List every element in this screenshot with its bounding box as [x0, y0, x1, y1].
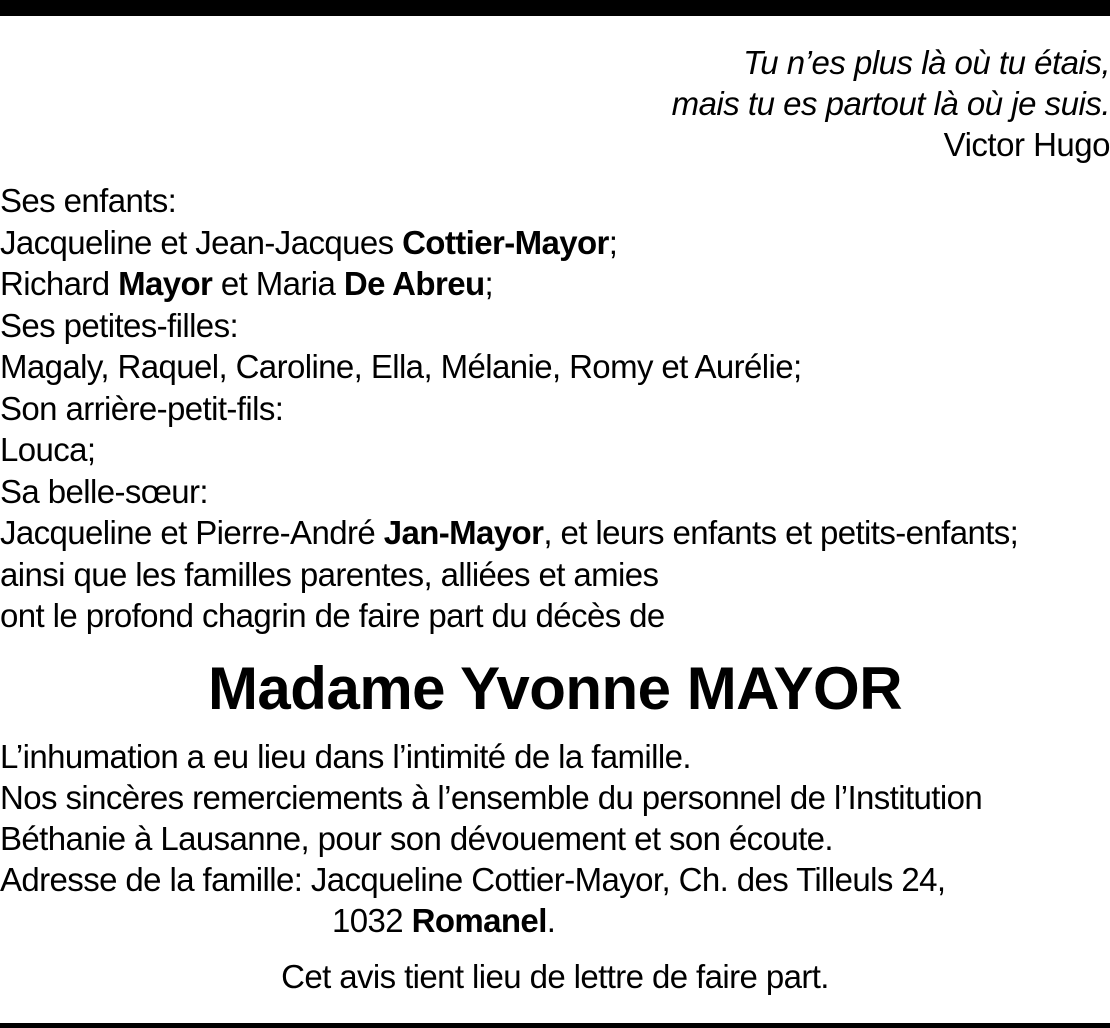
notice-footer — [0, 736, 1110, 941]
burial-line: L’inhumation a eu lieu dans l’intimité de la famille. — [0, 738, 691, 775]
granddaughters-heading: Ses petites-filles: — [0, 306, 239, 344]
children-heading: Ses enfants: — [0, 182, 177, 219]
child2-end: ; — [484, 265, 494, 302]
sisterinlaw-heading: Sa belle-sœur: — [0, 472, 209, 510]
relatives-line: ainsi que les familles parentes, alliées et amies — [0, 555, 659, 593]
child1-surname: Cottier-Mayor — [402, 223, 609, 261]
quote-line-2: mais tu es partout là où je suis. — [671, 85, 1110, 122]
child1-first-names: Jacqueline et Jean-Jacques — [0, 223, 403, 261]
quote-line-1: Tu n’es plus là où tu étais, — [743, 44, 1110, 81]
top-rule — [0, 0, 1110, 16]
child2-partner-surname: De Abreu — [343, 265, 485, 302]
deceased-name: Madame Yvonne MAYOR — [207, 655, 903, 722]
closing-line: Cet avis tient lieu de lettre de faire part. — [281, 958, 829, 995]
epigraph — [410, 42, 1110, 165]
family-list — [0, 180, 1110, 637]
city-name: Romanel — [411, 902, 547, 939]
sisterinlaw-first-names: Jacqueline et Pierre-André — [0, 514, 384, 551]
child-line-1 — [0, 222, 1110, 264]
granddaughters-list: Magaly, Raquel, Caroline, Ella, Mélanie, Romy et Aurélie; — [0, 348, 802, 385]
child-line-2 — [0, 263, 1110, 305]
child2-surname: Mayor — [118, 265, 213, 302]
address-end: . — [546, 902, 556, 939]
sisterinlaw-end: , et leurs enfants et petits-enfants; — [543, 514, 1019, 551]
thanks-line-1: Nos sincères remerciements à l’ensemble du personnel de l’Institution — [0, 779, 983, 816]
quote-author: Victor Hugo — [943, 126, 1110, 163]
child2-mid: et Maria — [212, 265, 344, 302]
greatgrandson-heading: Son arrière-petit-fils: — [0, 389, 284, 427]
address-line-1: Adresse de la famille: Jacqueline Cottier-Mayor, Ch. des Tilleuls 24, — [0, 861, 946, 898]
child1-end: ; — [608, 223, 618, 261]
greatgrandson-name: Louca; — [0, 431, 96, 468]
address-line-2 — [0, 900, 1110, 941]
announcement-line: ont le profond chagrin de faire part du décès de — [0, 597, 665, 634]
sisterinlaw-line — [0, 512, 1110, 554]
sisterinlaw-surname: Jan-Mayor — [383, 514, 544, 551]
child2-first-name: Richard — [0, 265, 119, 302]
bottom-rule — [0, 1023, 1110, 1028]
thanks-line-2: Béthanie à Lausanne, pour son dévouement et son écoute. — [0, 820, 833, 857]
postal-code: 1032 — [332, 902, 412, 939]
